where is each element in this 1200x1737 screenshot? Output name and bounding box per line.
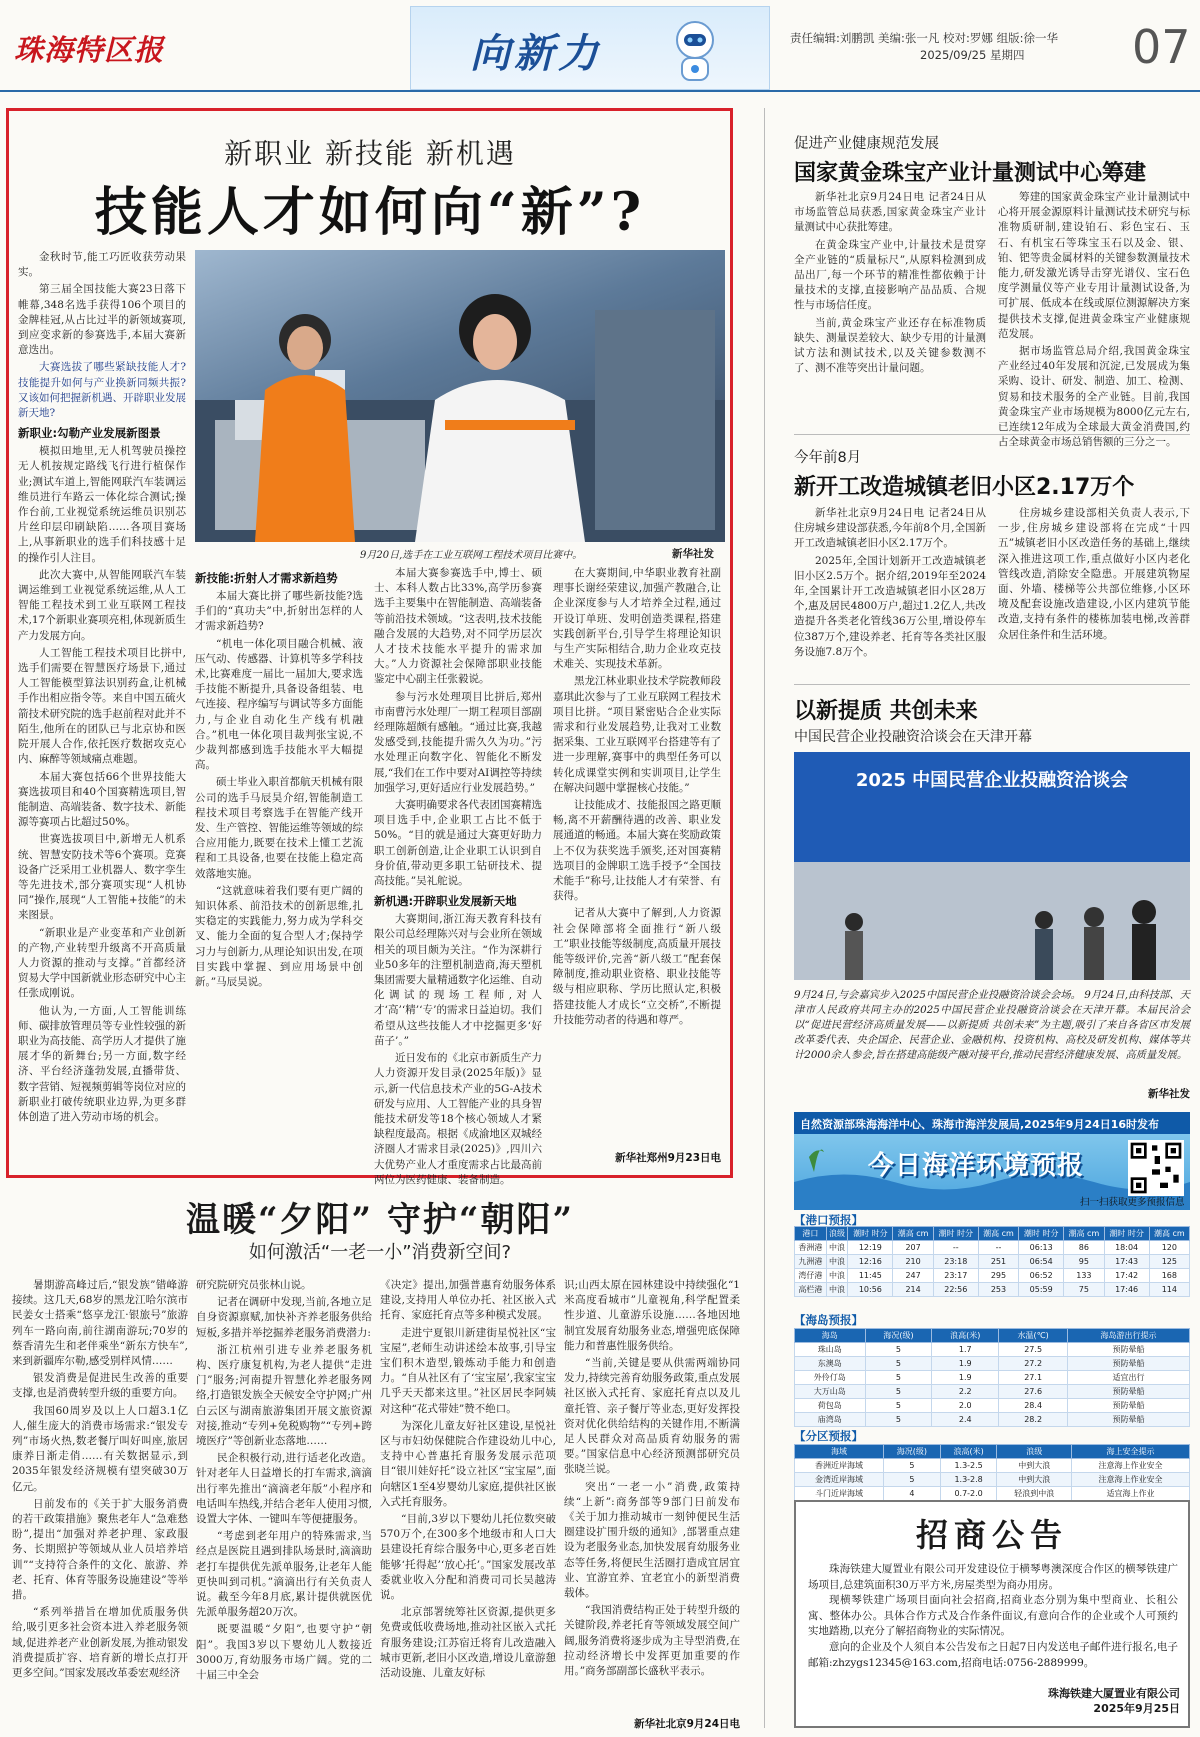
table-cell: 预防晕船 [1068, 1357, 1190, 1371]
table-row [795, 1459, 1190, 1473]
editors-line: 责任编辑:刘鹏凯 美编:张一凡 校对:罗娜 组版:徐一华 [790, 31, 1058, 45]
paragraph: 北京部署统筹社区资源,提供更多免费或低收费场地,推动社区嵌入式托育服务建设;江苏宿迁将育儿改造融入城市更新,老旧小区改造,增设儿童游憩活动设施、儿童友好标 [380, 1606, 556, 1680]
paragraph: 新华社北京9月24日电 记者24日从市场监管总局获悉,国家黄金珠宝产业计量测试中心获批筹建。 [794, 191, 986, 234]
paragraph: 突出“一老一小”消费,政策持续“上新”:商务部等9部门日前发布《关于加力推动城市一刻钟便民生活圈建设扩围升级的通知》,部署重点建设为老服务业态,加快发展育幼服务业态等任务,将便民生活圈打造成宜居宜业、宜游宜养、宜老宜小的新型消费载体。 [564, 1480, 740, 1600]
paragraph: 本届大赛包括66个世界技能大赛选拔项目和40个国赛精选项目,智能制造、高端装备、数字技术、新能源等赛项占比超过50%。 [18, 770, 186, 829]
table-cell: 12:16 [848, 1255, 893, 1269]
table-row [795, 1399, 1190, 1413]
table-cell: 中浪 [826, 1241, 848, 1255]
page-number: 07 [1132, 20, 1191, 74]
zone-forecast-table-wrap [794, 1444, 1190, 1501]
island-forecast-table-wrap [794, 1328, 1190, 1427]
qr-note: 扫一扫获取更多预报信息 [1080, 1197, 1185, 1208]
table-cell: 06:52 [1019, 1269, 1064, 1283]
ad-title: 招商公告 [915, 1516, 1068, 1554]
table-cell: 28.4 [999, 1399, 1068, 1413]
caption-text: 9月24日,与会嘉宾步入2025中国民营企业投融资洽谈会会场。 9月24日,由科技部、天津市人民政府共同主办的2025中国民营企业投融资洽谈会在天津开幕。本届民洽会以“促进民营经济高质量发展——以新提质 共创未来”为主题,吸引了来自各省区市发展改革委代表、央企国企、民营企业、金融机构、投资机构、高校及研发机构、媒体等共计2000余人参会,旨在搭建高能级产融对接平台,推动民营经济健康发展、高质量发展。 [794, 989, 1190, 1061]
table-cell: 0.7-2.0 [940, 1487, 997, 1501]
table-cell: 东澳岛 [795, 1357, 866, 1371]
paragraph: 在大赛期间,中华职业教育社副理事长谢经荣建议,加强产教融合,让企业深度参与人才培养全过程,通过开设订单班、发明创造类课程,搭建实践创新平台,引导学生将理论知识与生产实际相结合,助力企业攻克技术难关、实现技术革新。 [553, 567, 721, 671]
table-cell: 251 [978, 1255, 1018, 1269]
section-heading: 新机遇:开辟职业发展新天地 [374, 894, 517, 909]
table-cell: 适宜海上作业 [1071, 1487, 1189, 1501]
table-header-cell: 海上安全提示 [1071, 1445, 1189, 1459]
table-row [795, 1487, 1190, 1501]
table-row [795, 1255, 1190, 1269]
issue-date: 2025/09/25 星期四 [920, 48, 1025, 62]
photo-credit: 新华社发 [672, 548, 714, 560]
table-cell: 5 [865, 1371, 932, 1385]
paragraph: 住房城乡建设部相关负责人表示,下一步,住房城乡建设部将在完成“十四五”城镇老旧小区改造任务的基础上,继续深入推进这项工作,重点做好小区内老化管线改造,消除安全隐患。开展建筑物屋面、外墙、楼梯等公共部位维修,小区环境及配套设施改造建设,小区内建筑节能改造,支持有条件的楼栋加装电梯,改善群众居住条件和生活环境。 [998, 507, 1190, 641]
editor-credits [790, 30, 1058, 64]
table-cell: 207 [893, 1241, 933, 1255]
table-row [795, 1357, 1190, 1371]
feature-dateline: 新华社北京9月24日电 [634, 1718, 740, 1730]
table-row [795, 1473, 1190, 1487]
paragraph: 他认为,一方面,人工智能训练师、碳排放管理员等专业性较强的新职业为高技能、高学历人才提供了施展才华的新舞台;另一方面,数字经济、平台经济蓬勃发展,直播带货、数字营销、短视频剪辑等岗位对应的新职业打破传统职业边界,为更多群体创造了进入劳动市场的机会。 [18, 1004, 186, 1123]
table-cell: 1.9 [932, 1371, 999, 1385]
paragraph: 大赛选拔了哪些紧缺技能人才?技能提升如何与产业换新同频共振?又该如何把握新机遇、开辟职业发展新天地? [18, 361, 186, 420]
table-cell: 九洲港 [795, 1255, 827, 1269]
table-cell: 庙湾岛 [795, 1413, 866, 1427]
paragraph: 第三届全国技能大赛23日落下帷幕,348名选手获得106个项目的金牌桂冠,从占比过半的新领域赛项,到应变求新的参赛选手,本届大赛新意迭出。 [18, 283, 186, 357]
article-column-4 [553, 566, 721, 1154]
newspaper-logo: 珠海特区报 [14, 33, 165, 67]
article-column-1 [18, 250, 186, 1170]
table-cell: 斗门近岸海域 [795, 1487, 884, 1501]
paragraph: 银发消费是促进民生改善的重要支撑,也是消费转型升级的重要方向。 [12, 1372, 188, 1400]
table-cell: 香洲港 [795, 1241, 827, 1255]
table-cell: 预防晕船 [1068, 1343, 1190, 1357]
table-cell: 27.5 [999, 1343, 1068, 1357]
feature-column-1 [12, 1278, 188, 1730]
table-cell: 2.4 [932, 1413, 999, 1427]
table-header-cell: 潮高 cm [1149, 1227, 1189, 1241]
table-cell: 中到大浪 [997, 1459, 1071, 1473]
island-forecast-label: 【海岛预报】 [794, 1313, 863, 1327]
ad-paragraph: 珠海铁建大厦置业有限公司开发建设位于横琴粤澳深度合作区的横琴铁建广场项目,总建筑面积30万平方米,房屋类型为商办用房。 [808, 1563, 1178, 1591]
paragraph: “我国消费结构正处于转型升级的关键阶段,养老托育等领域发展空间广阔,服务消费将逐步成为主导型消费,在拉动经济增长中发挥更加重要的作用。”商务部副部长盛秋平表示。 [564, 1604, 740, 1678]
section-heading: 新技能:折射人才需求新趋势 [195, 571, 338, 585]
table-row [795, 1371, 1190, 1385]
article-kicker: 新职业 新技能 新机遇 [224, 137, 516, 170]
paragraph: 硕士毕业入职首都航天机械有限公司的选手马辰昊介绍,智能制造工程技术项目考察选手在智能产线开发、生产管控、智能运维等领域的综合应用能力,既要在技术上懂工艺流程和工具设备,也要在技能上稳定高效落地实施。 [195, 776, 363, 880]
paragraph: 本届大赛参赛选手中,博士、硕士、本科人数占比33%,高学历参赛选手主要集中在智能制造、高端装备等前沿技术领域。“这表明,技术技能融合发展的大趋势,对不同学历层次人才技术技能水平提升的需求加大。”人力资源社会保障部职业技能鉴定中心副主任张毅说。 [374, 567, 542, 686]
table-header-cell: 潮时 时分 [848, 1227, 893, 1241]
conference-banner-text: 2025 中国民营企业投融资洽谈会 [855, 770, 1129, 791]
paragraph: 据市场监管总局介绍,我国黄金珠宝产业经过40年发展和沉淀,已发展成为集采购、设计、研发、制造、加工、检测、贸易和技术服务的全产业链。目前,我国黄金珠宝产业市场规模为8000亿元左右,已连续12年成为全球最大黄金消费国,约占全球黄金市场总销售额的三分之一。 [998, 345, 1190, 449]
table-cell: 注意海上作业安全 [1071, 1473, 1189, 1487]
paragraph: 当前,黄金珠宝产业还存在标准物质缺失、测量误差较大、缺少专用的计量测试方法和测试技术,以及关键参数测不了、测不准等突出计量问题。 [794, 316, 986, 375]
paragraph: “这就意味着我们要有更广阔的知识体系、前沿技术的创新思维,扎实稳定的实践能力,努力成为学科交叉、能力全面的复合型人才;保持学习力与创新力,从理论知识出发,在项目实践中掌握、到应用场景中创新。”马辰昊说。 [195, 884, 363, 989]
table-cell: 168 [1149, 1269, 1189, 1283]
table-cell: -- [933, 1241, 978, 1255]
table-cell: 中浪 [826, 1255, 848, 1269]
table-cell: 5 [865, 1357, 932, 1371]
table-header-cell: 潮时 时分 [933, 1227, 978, 1241]
table-cell: -- [978, 1241, 1018, 1255]
table-cell: 香洲近岸海域 [795, 1459, 884, 1473]
port-forecast-table-wrap [794, 1226, 1190, 1297]
gold-column-2 [998, 190, 1190, 449]
conference-photo [794, 752, 1190, 980]
table-cell: 05:59 [1019, 1283, 1064, 1297]
table-cell: 27.1 [999, 1371, 1068, 1385]
table-header-cell: 海岛 [795, 1329, 866, 1343]
table-cell: 轻浪到中浪 [997, 1487, 1071, 1501]
table-header-cell: 浪级 [997, 1445, 1071, 1459]
table-cell: 4 [883, 1487, 940, 1501]
table-cell: 86 [1064, 1241, 1104, 1255]
table-cell: 大万山岛 [795, 1385, 866, 1399]
paragraph: 大赛明确要求各代表团国赛精选项目选手中,企业职工占比不低于50%。“目的就是通过大赛更好助力职工创新创造,让企业职工认识到自身价值,带动更多职工钻研技术、提高技能。”吴礼舵说。 [374, 799, 542, 888]
ocean-forecast-title: 今日海洋环境预报 [868, 1151, 1085, 1181]
paragraph: “当前,关键是要从供需两端协同发力,持续完善育幼服务政策,重点发展社区嵌入式托育、家庭托育点以及儿童托管、亲子餐厅等业态,更好发挥投资对优化供给结构的关键作用,不断满足人民群众对高品质育幼服务的需要。”国家信息中心经济预测部研究员张晓兰说。 [564, 1357, 740, 1476]
table-header-cell: 海况(级) [883, 1445, 940, 1459]
table-cell: 18:04 [1104, 1241, 1149, 1255]
housing-column-1 [794, 506, 986, 678]
table-cell: 10:56 [848, 1283, 893, 1297]
section-divider [794, 434, 1190, 435]
table-cell: 5 [865, 1413, 932, 1427]
port-forecast-table [794, 1226, 1190, 1297]
paragraph: 大赛期间,浙江海天教育科技有限公司总经理陈兴对与会业所在领域相关的项目颇为关注。“作为深耕行业50多年的注塑机制造商,海天塑机集团需要大量精通数字化运维、自动化调试的现场工程师,对人才‘高’‘精’‘专’的需求日益迫切。我们希望从这些技能人才中挖掘更多‘好苗子’。” [374, 913, 542, 1047]
table-header-cell: 潮高 cm [893, 1227, 933, 1241]
paragraph: 人工智能工程技术项目比拼中,选手们需要在智慧医疗场景下,通过人工智能模型算法识别药盒,让机械手作出相应指令等。来自中国五硫火箭技术研究院的选手赵前程对此并不陌生,他所在的团队已与北京协和医院开展人合作,依托医疗数据攻克心内、麻醉等领域痛点难题。 [18, 646, 186, 766]
table-cell: 06:13 [1019, 1241, 1064, 1255]
table-cell: 27.2 [999, 1357, 1068, 1371]
table-header-cell: 浪级 [826, 1227, 848, 1241]
paragraph: 浙江杭州引进专业养老服务机构、医疗康复机构,为老人提供“走进门”服务;河南提升智慧化养老服务网络,打造银发族全天候安全守护网;广州白云区与湖南旅游集团开展文旅资源对接,推动“专列+免税购物”“专列+跨境医疗”等创新业态落地…… [196, 1343, 372, 1448]
table-cell: 133 [1064, 1269, 1104, 1283]
paragraph: 模拟田地里,无人机驾驶员操控无人机按规定路线飞行进行植保作业;测试车道上,智能网联汽车装调运维员进行车路云一体化综合测试;操作台前,工业视觉系统运维员识别芯片丝印层印刷缺陷……各项目赛场上,从事新职业的选手们科技感十足的操作引人注目。 [18, 445, 186, 564]
paragraph: “新职业是产业变革和产业创新的产物,产业转型升级离不开高质量人力资源的推动与支撑。”首都经济贸易大学中国新就业形态研究中心主任张成刚说。 [18, 926, 186, 1000]
table-cell: 125 [1149, 1255, 1189, 1269]
feature-column-3 [380, 1278, 556, 1730]
gold-column-1 [794, 190, 986, 430]
paragraph: 世赛选拔项目中,新增无人机系统、智慧安防技术等6个赛项。竞赛设备广泛采用工业机器人、数字孪生等先进技术,部分赛项实现“人机协同”操作,展现“人工智能+技能”的未来图景。 [18, 833, 186, 922]
table-cell: 5 [883, 1459, 940, 1473]
table-cell: 214 [893, 1283, 933, 1297]
section-divider [794, 684, 1190, 685]
paragraph: 为深化儿童友好社区建设,星悦社区与市妇幼保健院合作建设幼儿中心,支持中心普惠托育服务发展示范项目“银川娃好托”设立社区“宝宝屋”,面向辖区1至4岁婴幼儿家庭,提供社区嵌入式托育服务。 [380, 1419, 556, 1508]
paragraph: “系列举措旨在增加优质服务供给,吸引更多社会资本进入养老服务领域,促进养老产业创新发展,为推动银发消费提质扩容、培育新的增长点打开更多空间。”国家发展改革委宏观经济 [12, 1606, 188, 1680]
table-cell: 06:54 [1019, 1255, 1064, 1269]
qr-code-icon [1128, 1140, 1184, 1196]
article-headline: 技能人才如何向“新”? [94, 182, 646, 243]
table-header-cell: 海岛游出行提示 [1068, 1329, 1190, 1343]
paragraph: 研究院研究员张林山说。 [196, 1279, 312, 1291]
paragraph: 记者从大赛中了解到,人力资源社会保障部将全面推行“新八级工”职业技能等级制度,高质量开展技能等级评价,完善“新八级工”配套保障制度,推动职业资格、职业技能等级与相应职称、学历比照认定,积极搭建技能人才成长“立交桥”,不断提升技能劳动者的待遇和尊严。 [553, 907, 721, 1026]
section-heading: 新职业:勾勒产业发展新图景 [18, 426, 161, 441]
table-cell: 95 [1064, 1255, 1104, 1269]
table-header-cell: 潮时 时分 [1104, 1227, 1149, 1241]
housing-kicker: 今年前8月 [794, 450, 862, 466]
table-cell: 253 [978, 1283, 1018, 1297]
paragraph: 让技能成才、技能报国之路更顺畅,离不开薪酬待遇的改善、职业发展通道的畅通。本届大赛在奖励政策上不仅为获奖选手颁奖,还对国赛精选项目的金牌职工选手授予“全国技术能手”称号,让技能人才有荣誉、有获得。 [553, 799, 721, 903]
table-row [795, 1385, 1190, 1399]
table-cell: 2.0 [932, 1399, 999, 1413]
paragraph: 既要温暖“夕阳”,也要守护“朝阳”。我国3岁以下婴幼儿人数接近3000万,育幼服务市场广阔。党的二十届三中全会 [196, 1623, 372, 1682]
ad-paragraph: 意向的企业及个人须自本公告发布之日起7日内发送电子邮件进行报名,电子邮箱:zhzygs12345@163.com,招商电话:0756-2889999。 [808, 1640, 1178, 1669]
table-cell: 120 [1149, 1241, 1189, 1255]
table-cell: 1.3-2.8 [940, 1473, 997, 1487]
table-header-cell: 海域 [795, 1445, 884, 1459]
table-row [795, 1241, 1190, 1255]
ad-company: 珠海铁建大厦置业有限公司 [1048, 1687, 1180, 1700]
paragraph: 参与污水处理项目比拼后,郑州市南曹污水处理厂一期工程项目部副经理陈超颇有感触。“通过比赛,我越发感受到,技能提升需久久为功。”污水处理正向数字化、智能化不断发展,“我们在工作中要对AI调控等持续加强学习,更好适应行业发展趋势。” [374, 690, 542, 794]
table-header-cell: 潮高 cm [1064, 1227, 1104, 1241]
ad-date: 2025年9月25日 [1093, 1702, 1180, 1715]
table-header-cell: 潮高 cm [978, 1227, 1018, 1241]
paragraph: 此次大赛中,从智能网联汽车装调运维到工业视觉系统运维,从人工智能工程技术到工业互联网工程技术,17个新职业赛项亮相,体现新质生产力发展方向。 [18, 568, 186, 642]
table-cell: 1.9 [932, 1357, 999, 1371]
paragraph: 走进宁夏银川新建街星悦社区“宝宝屋”,老师生动讲述绘本故事,引导宝宝们积木造型,锻炼动手能力和创造力。“自从社区有了‘宝宝屋’,我家宝宝几乎天天都来这里。”社区居民李阿姨对这种“花式带娃”赞不绝口。 [380, 1326, 556, 1415]
table-cell: 11:45 [848, 1269, 893, 1283]
table-cell: 247 [893, 1269, 933, 1283]
table-cell: 中到大浪 [997, 1473, 1071, 1487]
table-cell: 中浪 [826, 1269, 848, 1283]
table-cell: 金湾近岸海域 [795, 1473, 884, 1487]
table-cell: 75 [1064, 1283, 1104, 1297]
table-header-cell: 浪高(米) [932, 1329, 999, 1343]
paragraph: 《决定》提出,加强普惠育幼服务体系建设,支持用人单位办托、社区嵌入式托育、家庭托育点等多种模式发展。 [380, 1279, 556, 1322]
paragraph: 近日发布的《北京市新质生产力人力资源开发目录(2025年版)》显示,新一代信息技术产业的5G-A技术研发与应用、人工智能产业的具身智能技术研发等18个核心领域人才紧缺程度最高。根据《成渝地区双城经济圈人才需求目录(2025)》,四川六大优势产业人才重度需求占比最高前两位为医药健康、装备制造。 [374, 1052, 542, 1186]
housing-headline: 新开工改造城镇老旧小区2.17万个 [794, 475, 1135, 500]
paragraph: 暑期游高峰过后,“银发族”错峰游接续。这几天,68岁的黑龙江哈尔滨市民姜女士搭乘“悠享龙江·银旅号”旅游列车一路向南,前往湖南游玩;70岁的蔡香清先生和老伴乘坐“新东方快车”,来到新疆库尔勒,感受别样风情…… [12, 1279, 188, 1368]
table-cell: 210 [893, 1255, 933, 1269]
table-cell: 预防晕船 [1068, 1413, 1190, 1427]
zone-forecast-table [794, 1444, 1190, 1501]
table-cell: 5 [865, 1343, 932, 1357]
paragraph: 民企积极行动,进行适老化改造。针对老年人日益增长的打车需求,滴滴出行率先推出“滴滴老年版”小程序和电话叫车热线,并结合老年人使用习惯,设置大字体、一键叫车等便捷服务。 [196, 1452, 372, 1526]
paragraph: 日前发布的《关于扩大服务消费的若干政策措施》聚焦老年人“急难愁盼”,提出“加强对养老护理、家政服务、长期照护等领域从业人员培养培训”“支持符合条件的文化、旅游、养老、托育、体育等服务设施建设”等举措。 [12, 1497, 188, 1602]
feature-headline: 温暖“夕阳” 守护“朝阳” [185, 1200, 575, 1240]
photo-caption: 9月20日,选手在工业互联网工程技术项目比赛中。 [360, 550, 583, 561]
table-header-cell: 潮时 时分 [1019, 1227, 1064, 1241]
housing-column-2 [998, 506, 1190, 678]
table-cell: 预防晕船 [1068, 1399, 1190, 1413]
table-cell: 1.3-2.5 [940, 1459, 997, 1473]
table-cell: 27.6 [999, 1385, 1068, 1399]
table-header-cell: 港口 [795, 1227, 827, 1241]
table-cell: 17:46 [1104, 1283, 1149, 1297]
paragraph: 2025年,全国计划新开工改造城镇老旧小区2.5万个。据介绍,2019年至2024年,全国累计开工改造城镇老旧小区28万个,惠及居民4800万户,超过1.2亿人,共改造提升各类老化管线36万公里,增设停车位387万个,建设养老、托育等各类社区服务设施7.8万个。 [794, 554, 986, 658]
table-cell: 中浪 [826, 1283, 848, 1297]
paragraph: 本届大赛比拼了哪些新技能?选手们的“真功夫”中,折射出怎样的人才需求新趋势? [195, 590, 363, 633]
table-row [795, 1283, 1190, 1297]
table-row [795, 1269, 1190, 1283]
ocean-forecast-issuer: 自然资源部珠海海洋中心、珠海市海洋发展局,2025年9月24日16时发布 [794, 1112, 1190, 1134]
table-header-cell: 浪高(米) [940, 1445, 997, 1459]
table-cell: 湾仔港 [795, 1269, 827, 1283]
zone-forecast-label: 【分区预报】 [794, 1429, 863, 1443]
column-divider [764, 108, 765, 1728]
table-cell: 12:19 [848, 1241, 893, 1255]
table-cell: 5 [883, 1473, 940, 1487]
table-cell: 荷包岛 [795, 1399, 866, 1413]
ad-paragraph: 现横琴铁建广场项目面向社会招商,招商业态分别为集中型商业、长租公寓、整体办公。具体合作方式及合作条件面议,有意向合作的企业或个人可预约实地踏勘,以充分了解招商物业的实际情况。 [808, 1594, 1178, 1638]
table-row [795, 1413, 1190, 1427]
table-header-cell: 水温(℃) [999, 1329, 1068, 1343]
paragraph: “考虑到老年用户的特殊需求,当经点是医院且遇到排队场景时,滴滴助老打车提供优先派单服务,让老年人能更快叫到司机。”滴滴出行有关负责人说。截至今年8月底,累计提供就医优先派单服务超20万次。 [196, 1530, 372, 1619]
port-forecast-label: 【港口预报】 [794, 1213, 863, 1227]
table-cell: 5 [865, 1385, 932, 1399]
paragraph: 在黄金珠宝产业中,计量技术是贯穿全产业链的“质量标尺”,从原料检测到成品出厂,每一个环节的精准性都依赖于计量技术的支撑,直接影响产品品质、合规性与市场信任度。 [794, 238, 986, 312]
article-column-3 [374, 566, 542, 1186]
paragraph: 新华社北京9月24日电 记者24日从住房城乡建设部获悉,今年前8个月,全国新开工改造城镇老旧小区2.17万个。 [794, 507, 986, 550]
ad-signature [990, 1686, 1180, 1716]
paragraph: 记者在调研中发现,当前,各地立足自身资源禀赋,加快补齐养老服务供给短板,多措并举挖掘养老服务消费潜力: [196, 1296, 372, 1339]
investment-credit: 新华社发 [1148, 1088, 1190, 1100]
table-cell: 注意海上作业安全 [1071, 1459, 1189, 1473]
competition-photo [195, 250, 725, 542]
feature-subhead: 如何激活“一老一小”消费新空间? [248, 1242, 512, 1263]
table-cell: 外伶仃岛 [795, 1371, 866, 1385]
gold-headline: 国家黄金珠宝产业计量测试中心筹建 [794, 161, 1147, 186]
table-header-cell: 海况(级) [865, 1329, 932, 1343]
feature-column-4 [564, 1278, 740, 1714]
table-cell: 2.2 [932, 1385, 999, 1399]
table-cell: 1.7 [932, 1343, 999, 1357]
table-cell: 22:56 [933, 1283, 978, 1297]
paragraph: 筹建的国家黄金珠宝产业计量测试中心将开展金源原料计量测试技术研究与标准物质研制,建设铂石、彩色宝石、玉石、有机宝石等珠宝玉石以及金、银、铂、钯等贵金属材料的关键参数测量技术能力,研发激光诱导击穿光谱仪、宝石色度学测量仪等产业专用计量测试设备,为可扩展、低成本在线或原位测源解决方案提供技术支撑,促进黄金珠宝产业健康规范发展。 [998, 191, 1190, 340]
table-cell: 23:18 [933, 1255, 978, 1269]
paragraph: “机电一体化项目融合机械、液压气动、传感器、计算机等多学科技术,比赛难度一届比一届加大,要求选手技能不断提升,具备设备组装、电气连接、程序编写与调试等多方面能力,与企业自动化生产线有机融合。”机电一体化项目裁判张宝说,不少裁判都感到选手技能水平大幅提高。 [195, 637, 363, 772]
table-cell: 17:42 [1104, 1269, 1149, 1283]
island-forecast-table [794, 1328, 1190, 1427]
table-cell: 预防晕船 [1068, 1385, 1190, 1399]
ad-body [808, 1562, 1178, 1671]
article-column-2 [195, 566, 363, 1170]
table-cell: 适宜出行 [1068, 1371, 1190, 1385]
feature-column-2 [196, 1278, 372, 1730]
table-cell: 珠山岛 [795, 1343, 866, 1357]
gold-kicker: 促进产业健康规范发展 [794, 136, 939, 152]
table-cell: 高栏港 [795, 1283, 827, 1297]
competition-photo-art [195, 250, 725, 542]
paragraph: 黑龙江林业职业技术学院教师段嘉琪此次参与了工业互联网工程技术项目比拼。“项目紧密贴合企业实际需求和行业发展趋势,让我对工业数据采集、工业互联网平台搭建等有了进一步理解,赛事中的典型任务可以转化成课堂实例和实训项目,让学生在解决问题中掌握核心技能。” [553, 675, 721, 794]
table-cell: 295 [978, 1269, 1018, 1283]
paragraph: 金秋时节,能工巧匠收获劳动果实。 [18, 251, 186, 279]
table-cell: 114 [1149, 1283, 1189, 1297]
paragraph: 我国60周岁及以上人口超3.1亿人,催生庞大的消费市场需求:“银发专列”市场火热,数老餐厅叫好叫座,旅居康养日渐走俏……有关数据显示,到2035年银发经济规模有望突破30万亿元。 [12, 1404, 188, 1493]
table-cell: 5 [865, 1399, 932, 1413]
column-title: 向新力 [470, 30, 602, 77]
investment-subhead: 中国民营企业投融资洽谈会在天津开幕 [794, 729, 1032, 745]
table-row [795, 1343, 1190, 1357]
table-cell: 23:17 [933, 1269, 978, 1283]
investment-headline: 以新提质 共创未来 [794, 699, 978, 724]
paragraph: “目前,3岁以下婴幼儿托位数突破570万个,在300多个地级市和人口大县建设托育综合服务中心,更多老百姓能够‘托得起’‘放心托’。”国家发展改革委就业收入分配和消费司司长吴越涛说。 [380, 1513, 556, 1602]
investment-caption [794, 988, 1190, 1063]
table-cell: 17:43 [1104, 1255, 1149, 1269]
paragraph: 识;山西太原在园林建设中持续强化“1米高度看城市”儿童视角,科学配置柔性步道、儿童游乐设施……各地因地制宜发展育幼服务业态,增强兜底保障能力和普惠性服务供给。 [564, 1279, 740, 1352]
article-dateline: 新华社郑州9月23日电 [615, 1152, 721, 1164]
table-cell: 28.2 [999, 1413, 1068, 1427]
robot-mascot-icon [660, 14, 730, 86]
